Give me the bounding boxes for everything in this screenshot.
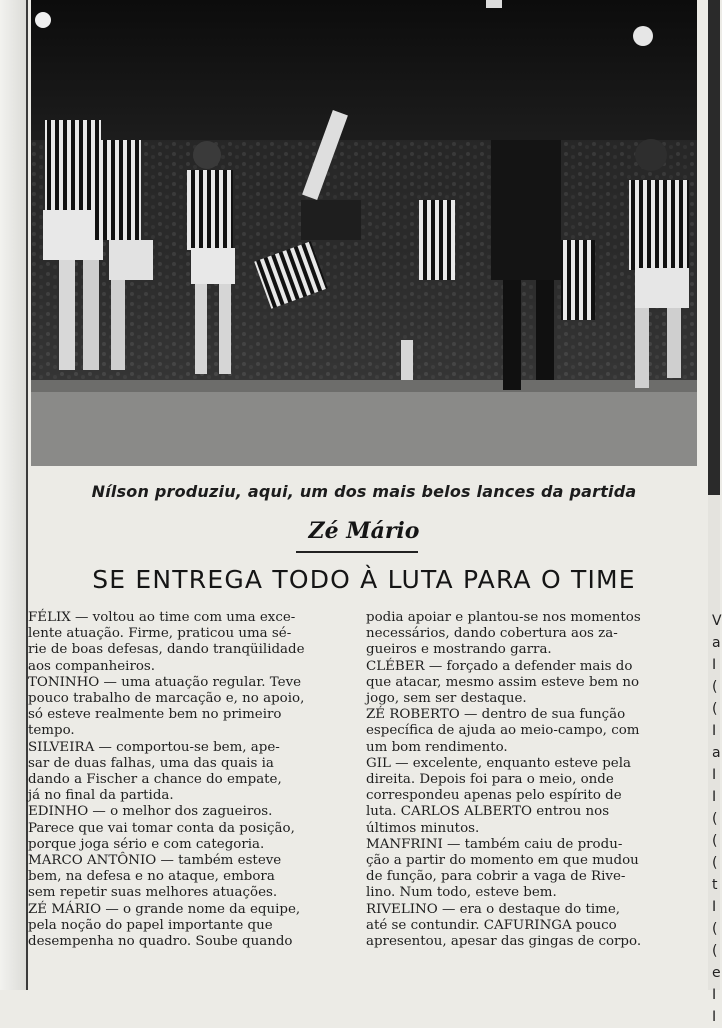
article-line: FÉLIX — voltou ao time com uma exce- [28, 610, 296, 625]
article-line: MARCO ANTÔNIO — também esteve [28, 853, 282, 869]
article-line: pela noção do papel importante que [28, 917, 273, 933]
photo-caption: Nílson produziu, aqui, um dos mais belos lances da partida [91, 482, 637, 501]
article-line: necessários, dando cobertura aos za- [366, 626, 618, 642]
article-line: pouco trabalho de marcação e, no apoio, [28, 691, 305, 707]
adjacent-column-edge [712, 610, 722, 1025]
edge-glyph: ( [712, 833, 718, 849]
article-line: porque joga sério e com categoria. [28, 836, 265, 852]
article-line: de função, para cobrir a vaga de Rive- [366, 869, 626, 885]
article-line: lente atuação. Firme, praticou uma sé- [28, 626, 292, 642]
page-margin-right [708, 0, 722, 1025]
article-line: jogo, sem ser destaque. [366, 691, 527, 707]
edge-glyph: a [712, 635, 721, 651]
article-line: GIL — excelente, enquanto esteve pela [366, 755, 631, 771]
article-line: SILVEIRA — comportou-se bem, ape- [28, 739, 280, 755]
edge-glyph: ( [712, 701, 718, 717]
article-line: desempenha no quadro. Soube quando [28, 934, 293, 950]
article-line: RIVELINO — era o destaque do time, [366, 901, 621, 917]
article-line: EDINHO — o melhor dos zagueiros. [28, 804, 273, 820]
edge-glyph: I [712, 789, 717, 805]
article-author: Zé Mário [308, 518, 420, 544]
edge-glyph: a [712, 745, 721, 761]
article-line: específica de ajuda ao meio-campo, com [366, 723, 640, 739]
edge-glyph: I [712, 899, 717, 915]
edge-glyph: ( [712, 943, 718, 959]
edge-glyph: I [712, 657, 717, 673]
article-line: ZÉ MÁRIO — o grande nome da equipe, [28, 901, 301, 917]
article-line: ção a partir do momento em que mudou [366, 853, 639, 869]
article-line: CLÉBER — forçado a defender mais do [366, 658, 633, 674]
article-line: últimos minutos. [366, 820, 480, 836]
edge-glyph: I [712, 987, 717, 1003]
edge-glyph: I [712, 1009, 717, 1025]
edge-glyph: I [712, 723, 717, 739]
adjacent-photo-edge [708, 0, 720, 495]
edge-glyph: t [712, 877, 718, 893]
article-line: já no final da partida. [28, 788, 174, 804]
author-underline [296, 551, 418, 553]
article-line: um bom rendimento. [366, 739, 508, 755]
article-line: luta. CARLOS ALBERTO entrou nos [366, 804, 610, 820]
edge-glyph: ( [712, 855, 718, 871]
edge-glyph: ( [712, 679, 718, 695]
article-line: aos companheiros. [28, 658, 156, 674]
article-line: gueiros e mostrando garra. [366, 642, 552, 658]
article-line: tempo. [28, 723, 75, 739]
article-column-right [366, 610, 692, 950]
article-line: até se contundir. CAFURINGA pouco [366, 917, 617, 933]
article-headline: SE ENTREGA TODO À LUTA PARA O TIME [92, 565, 636, 594]
article-line: que atacar, mesmo assim esteve bem no [366, 674, 640, 690]
article-line: Parece que vai tomar conta da posição, [28, 820, 295, 836]
article-line: bem, na defesa e no ataque, embora [28, 869, 275, 885]
edge-glyph: ( [712, 811, 718, 827]
article-line: apresentou, apesar das gingas de corpo. [366, 934, 642, 950]
article-line: sar de duas falhas, uma das quais ia [28, 755, 274, 771]
photo-icon [31, 0, 697, 466]
edge-glyph: e [712, 965, 721, 981]
page-margin-left [0, 0, 26, 990]
article-line: dando a Fischer a chance do empate, [28, 772, 282, 788]
edge-glyph: I [712, 767, 717, 783]
article-line: MANFRINI — também caiu de produ- [366, 836, 623, 852]
article-column-left [28, 610, 360, 950]
article-line: lino. Num todo, esteve bem. [366, 885, 557, 901]
article-line: TONINHO — uma atuação regular. Teve [28, 674, 302, 690]
edge-glyph: V [712, 613, 722, 629]
article-line: rie de boas defesas, dando tranqüilidade [28, 642, 305, 658]
match-photo [31, 0, 697, 466]
article-line: ZÉ ROBERTO — dentro de sua função [366, 707, 626, 723]
article-line: só esteve realmente bem no primeiro [28, 707, 282, 723]
article-line: correspondeu apenas pelo espírito de [366, 788, 622, 804]
article-line: sem repetir suas melhores atuações. [28, 885, 278, 901]
article-line: podia apoiar e plantou-se nos momentos [366, 610, 641, 625]
article-line: direita. Depois foi para o meio, onde [366, 772, 614, 788]
edge-glyph: ( [712, 921, 718, 937]
